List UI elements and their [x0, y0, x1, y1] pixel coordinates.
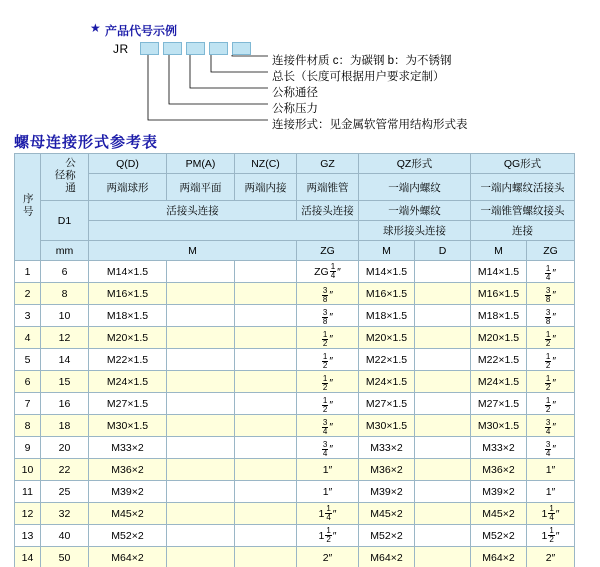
cell-m-pma	[167, 459, 235, 481]
cell-m-pma	[167, 393, 235, 415]
cell-m-nzc	[235, 393, 297, 415]
nut-connection-table	[14, 153, 575, 567]
table-row	[15, 503, 575, 525]
cell-seq: 9	[15, 437, 41, 459]
cell-m-nzc	[235, 437, 297, 459]
header-seq: 序号	[15, 154, 41, 261]
cell-qz-m: M22×1.5	[359, 349, 415, 371]
cell-qg-zg: $\frac{3}{8}$ ″	[527, 283, 575, 305]
cell-zg-gz: 1″	[297, 459, 359, 481]
cell-qg-m: M30×1.5	[471, 415, 527, 437]
header-unit-qg-m: M	[471, 241, 527, 261]
cell-m-qd: M22×1.5	[89, 349, 167, 371]
header-unit-qg-zg: ZG	[527, 241, 575, 261]
cell-m-pma	[167, 283, 235, 305]
header-group-qg: QG形式	[471, 154, 575, 174]
cell-m-qd: M16×1.5	[89, 283, 167, 305]
cell-qz-m: M14×1.5	[359, 261, 415, 283]
cell-qg-m: M52×2	[471, 525, 527, 547]
cell-m-qd: M52×2	[89, 525, 167, 547]
cell-qg-m: M20×1.5	[471, 327, 527, 349]
cell-qz-d	[415, 393, 471, 415]
cell-m-nzc	[235, 283, 297, 305]
cell-m-pma	[167, 525, 235, 547]
product-code-prefix: JR	[113, 42, 129, 56]
header-blank-1	[89, 221, 359, 241]
cell-dn: 50	[41, 547, 89, 567]
cell-m-qd: M20×1.5	[89, 327, 167, 349]
header-outer-thread: 一端外螺纹	[359, 201, 471, 221]
cell-seq: 7	[15, 393, 41, 415]
header-row-ballconn	[15, 221, 575, 241]
cell-qz-d	[415, 371, 471, 393]
product-code-legend	[0, 0, 600, 130]
legend-desc-connection-type: 连接形式：见金属软管常用结构形式表	[272, 119, 468, 131]
cell-qg-zg: 1″	[527, 481, 575, 503]
legend-desc-length: 总长（长度可根据用户要求定制）	[272, 71, 445, 83]
header-row-union	[15, 201, 575, 221]
header-unit-m: M	[89, 241, 297, 261]
table-row	[15, 525, 575, 547]
cell-qz-d	[415, 459, 471, 481]
table-row	[15, 393, 575, 415]
header-unit-zg: ZG	[297, 241, 359, 261]
cell-zg-gz: $\frac{3}{4}$ ″	[297, 415, 359, 437]
header-dn-d1: D1	[41, 201, 89, 241]
table-row	[15, 415, 575, 437]
cell-qz-d	[415, 305, 471, 327]
header-group-qd: Q(D)	[89, 154, 167, 174]
cell-zg-gz: 1 $\frac{1}{2}$ ″	[297, 525, 359, 547]
table-row	[15, 261, 575, 283]
table-row	[15, 481, 575, 503]
cell-m-qd: M64×2	[89, 547, 167, 567]
cell-seq: 4	[15, 327, 41, 349]
cell-qz-m: M52×2	[359, 525, 415, 547]
cell-m-qd: M36×2	[89, 459, 167, 481]
cell-qg-m: M16×1.5	[471, 283, 527, 305]
cell-qg-zg: $\frac{1}{2}$ ″	[527, 393, 575, 415]
cell-m-nzc	[235, 371, 297, 393]
cell-seq: 14	[15, 547, 41, 567]
cell-qg-m: M18×1.5	[471, 305, 527, 327]
header-form-qz-inner-thread: 一端内螺纹	[359, 174, 471, 201]
cell-qg-zg: 2″	[527, 547, 575, 567]
cell-m-pma	[167, 481, 235, 503]
header-form-inner: 两端内接	[235, 174, 297, 201]
cell-dn: 14	[41, 349, 89, 371]
cell-zg-gz: $\frac{3}{8}$ ″	[297, 283, 359, 305]
cell-qg-m: M22×1.5	[471, 349, 527, 371]
cell-dn: 25	[41, 481, 89, 503]
cell-qg-zg: 1 $\frac{1}{4}$ ″	[527, 503, 575, 525]
cell-m-nzc	[235, 415, 297, 437]
cell-qz-d	[415, 525, 471, 547]
cell-zg-gz: $\frac{1}{2}$ ″	[297, 371, 359, 393]
table-row	[15, 327, 575, 349]
table-row	[15, 459, 575, 481]
cell-m-qd: M45×2	[89, 503, 167, 525]
cell-qz-m: M24×1.5	[359, 371, 415, 393]
cell-zg-gz: 2″	[297, 547, 359, 567]
header-row-units	[15, 241, 575, 261]
cell-m-qd: M18×1.5	[89, 305, 167, 327]
header-taper-thread-joint: 一端锥管螺纹接头	[471, 201, 575, 221]
cell-seq: 1	[15, 261, 41, 283]
header-dn: 公称通径	[41, 154, 89, 201]
cell-qg-m: M33×2	[471, 437, 527, 459]
cell-m-pma	[167, 261, 235, 283]
cell-qg-zg: 1″	[527, 459, 575, 481]
cell-m-qd: M14×1.5	[89, 261, 167, 283]
header-form-taper: 两端锥管	[297, 174, 359, 201]
header-group-qz: QZ形式	[359, 154, 471, 174]
cell-zg-gz: $\frac{1}{2}$ ″	[297, 349, 359, 371]
cell-m-nzc	[235, 481, 297, 503]
cell-dn: 8	[41, 283, 89, 305]
cell-seq: 2	[15, 283, 41, 305]
cell-zg-gz: 1″	[297, 481, 359, 503]
cell-qz-m: M33×2	[359, 437, 415, 459]
cell-zg-gz: $\frac{1}{2}$ ″	[297, 327, 359, 349]
cell-qz-m: M27×1.5	[359, 393, 415, 415]
cell-qg-m: M14×1.5	[471, 261, 527, 283]
cell-qz-d	[415, 481, 471, 503]
cell-m-qd: M39×2	[89, 481, 167, 503]
header-group-gz: GZ	[297, 154, 359, 174]
cell-dn: 12	[41, 327, 89, 349]
cell-qz-m: M30×1.5	[359, 415, 415, 437]
cell-qg-m: M36×2	[471, 459, 527, 481]
cell-m-qd: M24×1.5	[89, 371, 167, 393]
cell-qz-d	[415, 547, 471, 567]
cell-qz-m: M18×1.5	[359, 305, 415, 327]
cell-seq: 11	[15, 481, 41, 503]
cell-qg-m: M45×2	[471, 503, 527, 525]
cell-qz-m: M39×2	[359, 481, 415, 503]
cell-qg-zg: $\frac{1}{2}$ ″	[527, 371, 575, 393]
cell-dn: 20	[41, 437, 89, 459]
cell-dn: 16	[41, 393, 89, 415]
cell-m-pma	[167, 547, 235, 567]
cell-qg-m: M24×1.5	[471, 371, 527, 393]
cell-m-qd: M33×2	[89, 437, 167, 459]
cell-m-pma	[167, 327, 235, 349]
cell-qz-d	[415, 503, 471, 525]
cell-seq: 8	[15, 415, 41, 437]
cell-m-pma	[167, 503, 235, 525]
cell-qz-m: M64×2	[359, 547, 415, 567]
legend-desc-material: 连接件材质 c：为碳钢 b：为不锈钢	[272, 55, 452, 67]
cell-m-qd: M27×1.5	[89, 393, 167, 415]
cell-qg-m: M39×2	[471, 481, 527, 503]
cell-qz-d	[415, 283, 471, 305]
table-head	[15, 154, 575, 261]
cell-m-nzc	[235, 503, 297, 525]
cell-m-pma	[167, 371, 235, 393]
cell-m-nzc	[235, 349, 297, 371]
cell-m-pma	[167, 349, 235, 371]
cell-qg-m: M27×1.5	[471, 393, 527, 415]
cell-qg-zg: 1 $\frac{1}{2}$ ″	[527, 525, 575, 547]
cell-m-nzc	[235, 525, 297, 547]
star-icon: ★	[90, 21, 101, 35]
cell-qz-d	[415, 327, 471, 349]
cell-zg-gz: $\frac{3}{8}$ ″	[297, 305, 359, 327]
cell-m-nzc	[235, 305, 297, 327]
cell-dn: 22	[41, 459, 89, 481]
legend-desc-nominal-diameter: 公称通径	[272, 87, 318, 99]
cell-qz-m: M16×1.5	[359, 283, 415, 305]
cell-seq: 10	[15, 459, 41, 481]
cell-m-pma	[167, 415, 235, 437]
header-form-qg-union: 一端内螺纹活接头	[471, 174, 575, 201]
cell-dn: 6	[41, 261, 89, 283]
header-union-connection-a: 活接头连接	[89, 201, 297, 221]
cell-qg-zg: $\frac{1}{2}$ ″	[527, 327, 575, 349]
cell-qz-d	[415, 261, 471, 283]
table-row	[15, 547, 575, 567]
table-body	[15, 261, 575, 567]
cell-zg-gz: 1 $\frac{1}{4}$ ″	[297, 503, 359, 525]
cell-zg-gz: ZG $\frac{1}{4}$ ″	[297, 261, 359, 283]
header-unit-mm: mm	[41, 241, 89, 261]
header-form-flat: 两端平面	[167, 174, 235, 201]
legend-title: 产品代号示例	[105, 24, 178, 38]
cell-dn: 32	[41, 503, 89, 525]
header-row-groups	[15, 154, 575, 174]
cell-dn: 10	[41, 305, 89, 327]
cell-qg-m: M64×2	[471, 547, 527, 567]
table-row	[15, 437, 575, 459]
cell-qz-d	[415, 437, 471, 459]
cell-qg-zg: $\frac{1}{2}$ ″	[527, 349, 575, 371]
cell-seq: 5	[15, 349, 41, 371]
cell-qg-zg: $\frac{3}{8}$ ″	[527, 305, 575, 327]
section-title: 螺母连接形式参考表	[14, 134, 159, 151]
cell-qz-m: M45×2	[359, 503, 415, 525]
cell-m-qd: M30×1.5	[89, 415, 167, 437]
cell-m-nzc	[235, 261, 297, 283]
cell-qz-d	[415, 349, 471, 371]
cell-m-nzc	[235, 327, 297, 349]
table-row	[15, 305, 575, 327]
cell-dn: 15	[41, 371, 89, 393]
cell-seq: 12	[15, 503, 41, 525]
legend-desc-nominal-pressure: 公称压力	[272, 103, 318, 115]
cell-m-nzc	[235, 547, 297, 567]
cell-zg-gz: $\frac{1}{2}$ ″	[297, 393, 359, 415]
cell-m-pma	[167, 437, 235, 459]
cell-qz-d	[415, 415, 471, 437]
cell-m-nzc	[235, 459, 297, 481]
cell-dn: 40	[41, 525, 89, 547]
table-row	[15, 371, 575, 393]
header-connection: 连接	[471, 221, 575, 241]
nut-connection-table-wrap	[14, 153, 575, 567]
cell-qg-zg: $\frac{3}{4}$ ″	[527, 437, 575, 459]
cell-seq: 3	[15, 305, 41, 327]
cell-qz-m: M20×1.5	[359, 327, 415, 349]
header-form-ball: 两端球形	[89, 174, 167, 201]
header-row-forms	[15, 174, 575, 201]
cell-seq: 13	[15, 525, 41, 547]
cell-dn: 18	[41, 415, 89, 437]
table-row	[15, 349, 575, 371]
header-ball-joint-connection: 球形接头连接	[359, 221, 471, 241]
table-row	[15, 283, 575, 305]
header-unit-qz-d: D	[415, 241, 471, 261]
header-group-pma: PM(A)	[167, 154, 235, 174]
header-group-nzc: NZ(C)	[235, 154, 297, 174]
cell-m-pma	[167, 305, 235, 327]
cell-qg-zg: $\frac{3}{4}$ ″	[527, 415, 575, 437]
cell-zg-gz: $\frac{3}{4}$ ″	[297, 437, 359, 459]
cell-seq: 6	[15, 371, 41, 393]
header-union-connection-b: 活接头连接	[297, 201, 359, 221]
cell-qg-zg: $\frac{1}{4}$ ″	[527, 261, 575, 283]
header-unit-qz-m: M	[359, 241, 415, 261]
cell-qz-m: M36×2	[359, 459, 415, 481]
